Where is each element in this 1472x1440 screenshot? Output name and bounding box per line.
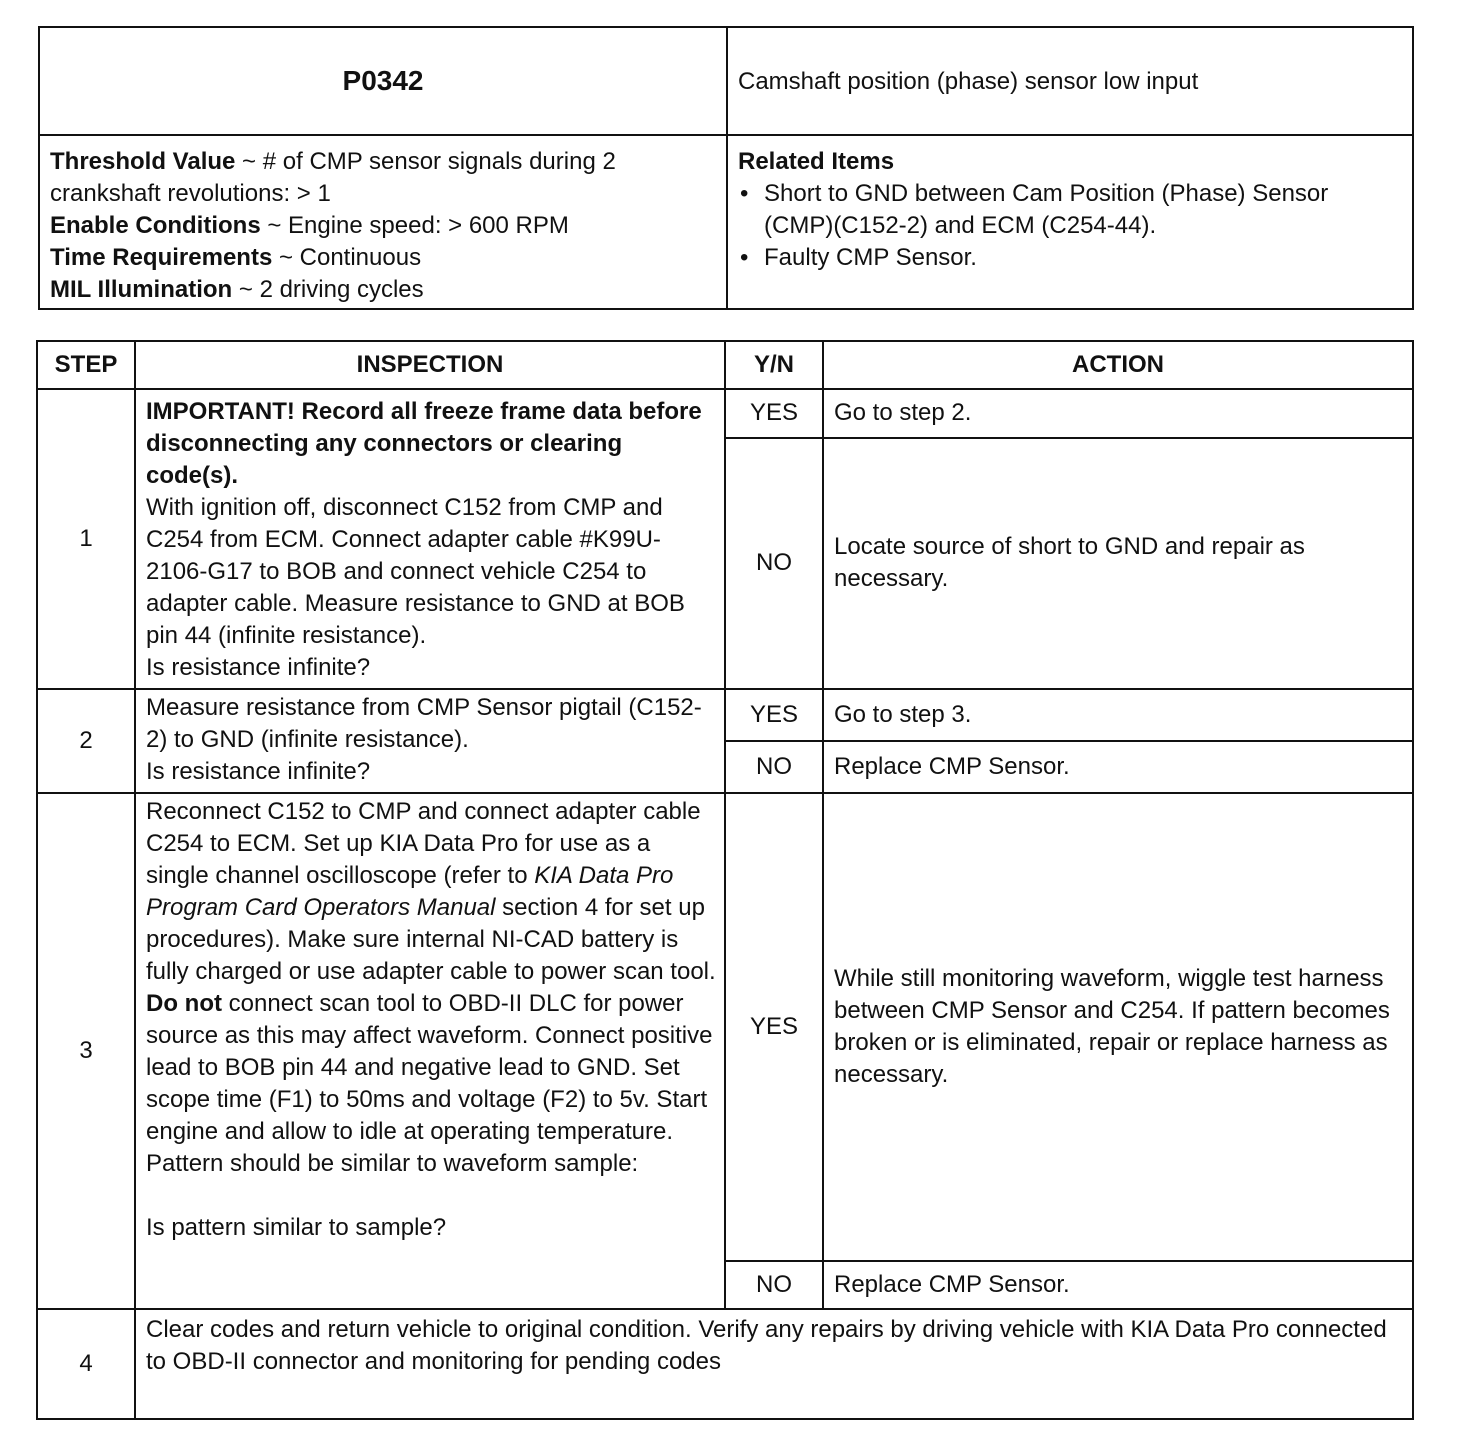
manual-title: KIA Data Pro Program Card Operators Manual (146, 862, 674, 921)
col-step: STEP (37, 341, 135, 389)
step-question: Is pattern similar to sample? (146, 1214, 447, 1241)
step-number: 2 (37, 689, 135, 793)
no-action: Locate source of short to GND and repair as necessary. (823, 438, 1413, 689)
step-question: Is resistance infinite? (146, 654, 371, 681)
step-inspection: Clear codes and return vehicle to original condition. Verify any repairs by driving vehicle with KIA Data Pro connected to OBD-II connector and monitoring for pending codes (135, 1309, 1413, 1419)
diagnostic-steps-table (36, 340, 1414, 1420)
no-action: Replace CMP Sensor. (823, 1261, 1413, 1309)
table-row (37, 1309, 1413, 1419)
step-inspection: IMPORTANT! Record all freeze frame data before disconnecting any connectors or clearing code(s). With ignition off, disconnect C152 from CMP and C254 from ECM. Connect adapter cable #K99U-2106-G17 to BOB and connect vehicle C254 to adapter cable. Measure resistance to GND at BOB pin 44 (infinite resistance). Is resistance infinite? (135, 389, 725, 689)
yes-label: YES (725, 689, 823, 741)
col-inspection: INSPECTION (135, 341, 725, 389)
mil-value: ~ 2 driving cycles (232, 276, 424, 303)
time-line (50, 242, 716, 274)
dtc-conditions (39, 135, 727, 309)
yes-action: Go to step 3. (823, 689, 1413, 741)
threshold-value: ~ # of CMP sensor signals during 2 crankshaft revolutions: > 1 (50, 148, 616, 207)
mil-label: MIL Illumination (50, 276, 233, 303)
related-list (738, 178, 1402, 274)
important-note: IMPORTANT! Record all freeze frame data before disconnecting any connectors or clearing code(s). (146, 398, 702, 489)
col-action: ACTION (823, 341, 1413, 389)
yes-action: Go to step 2. (823, 389, 1413, 438)
related-item: • Short to GND between Cam Position (Phase) Sensor (CMP)(C152-2) and ECM (C254-44). (740, 180, 1329, 239)
table-header-row (37, 341, 1413, 389)
bullet-icon: • (740, 180, 749, 207)
col-yn: Y/N (725, 341, 823, 389)
no-label: NO (725, 741, 823, 793)
enable-line (50, 210, 716, 242)
threshold-line (50, 146, 716, 210)
step-number: 4 (37, 1309, 135, 1419)
dtc-description: Camshaft position (phase) sensor low input (727, 27, 1413, 135)
threshold-label: Threshold Value (50, 148, 236, 175)
enable-label: Enable Conditions (50, 212, 261, 239)
related-title: Related Items (738, 148, 895, 175)
bullet-icon: • (740, 244, 749, 271)
enable-value: ~ Engine speed: > 600 RPM (260, 212, 569, 239)
table-row (37, 389, 1413, 438)
step-question: Is resistance infinite? (146, 758, 371, 785)
time-value: ~ Continuous (272, 244, 422, 271)
no-label: NO (725, 1261, 823, 1309)
no-action: Replace CMP Sensor. (823, 741, 1413, 793)
step-inspection: Reconnect C152 to CMP and connect adapter cable C254 to ECM. Set up KIA Data Pro for use as a single channel oscilloscope (refer to KIA Data Pro Program Card Operators Manual section 4 for set up procedures). Make sure internal NI-CAD battery is fully charged or use adapter cable to power scan tool. Do not connect scan tool to OBD-II DLC for power source as this may affect waveform. Connect positive lead to BOB pin 44 and negative lead to GND. Set scope time (F1) to 50ms and voltage (F2) to 5v. Start engine and allow to idle at operating temperature. Pattern should be similar to waveform sample: Is pattern similar to sample? (135, 793, 725, 1309)
mil-line (50, 274, 716, 306)
table-row (37, 689, 1413, 741)
yes-label: YES (725, 793, 823, 1261)
step-inspection: Measure resistance from CMP Sensor pigtail (C152-2) to GND (infinite resistance). Is resistance infinite? (135, 689, 725, 793)
dtc-code: P0342 (39, 27, 727, 135)
yes-action: While still monitoring waveform, wiggle test harness between CMP Sensor and C254. If pattern becomes broken or is eliminated, repair or replace harness as necessary. (823, 793, 1413, 1261)
step-number: 3 (37, 793, 135, 1309)
yes-label: YES (725, 389, 823, 438)
no-label: NO (725, 438, 823, 689)
related-items (727, 135, 1413, 309)
step-number: 1 (37, 389, 135, 689)
time-label: Time Requirements (50, 244, 273, 271)
dtc-header-table (38, 26, 1414, 310)
related-item: • Faulty CMP Sensor. (738, 242, 1402, 274)
table-row (37, 793, 1413, 1261)
